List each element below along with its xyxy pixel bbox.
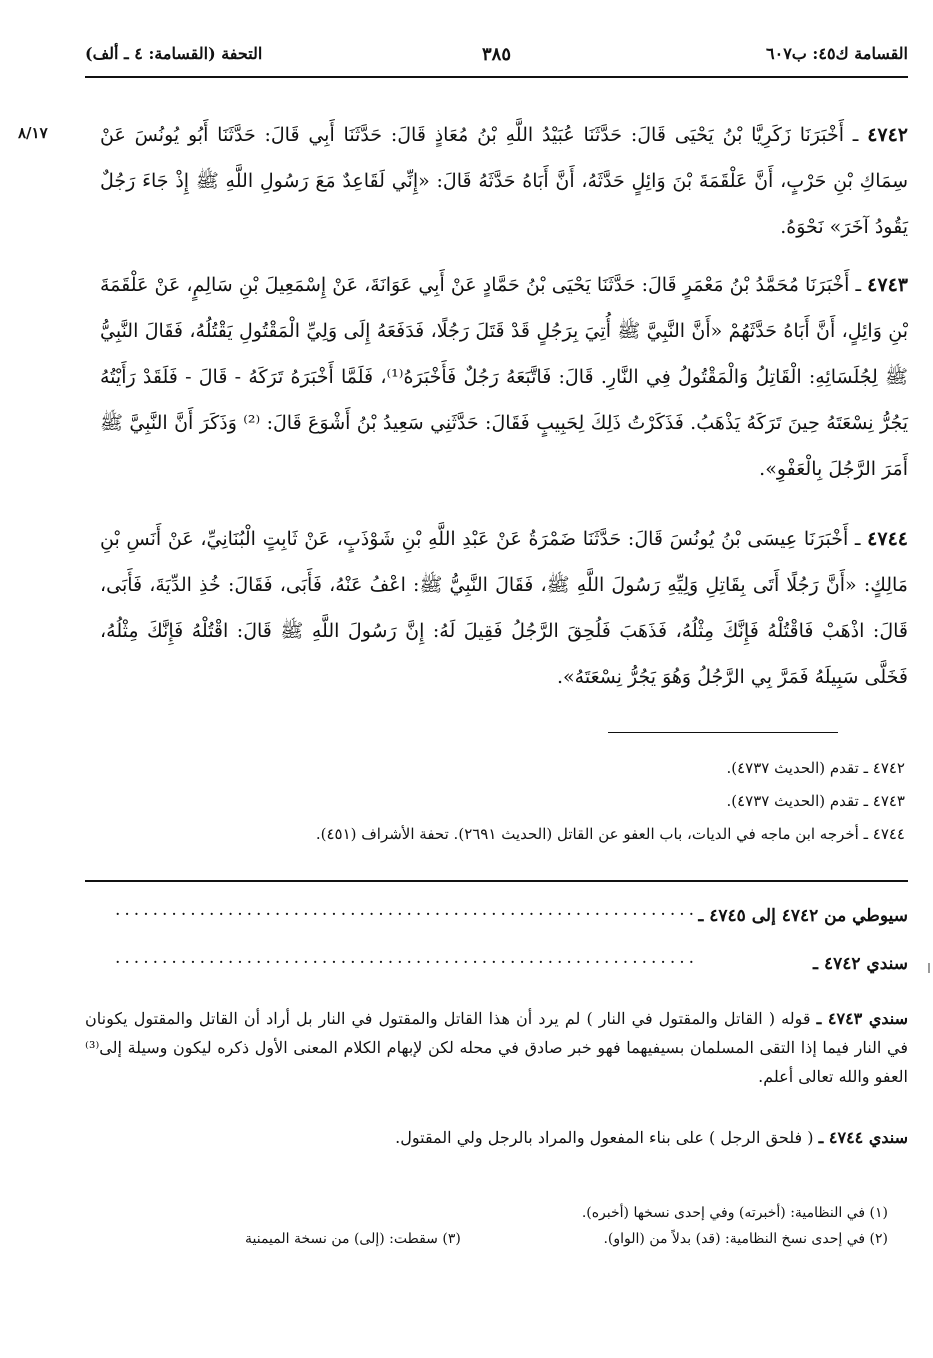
hadith-number: ٤٧٤٢ <box>867 124 909 146</box>
commentary-text: قوله ( القاتل والمقتول في النار ) لم يرد أن هذا القاتل والمقتول في النار بل أراد أن القاتل والمقتول يكونان في النار فيما إذا التقى المسلمان بسيفيهما فهو خبر صادق في محله لكن لإبهام الكلام المعنى الأول ذكره ليكون وسيلة إلى⁽³⁾ العفو والله تعالى أعلم. <box>85 1009 908 1086</box>
suyuti-heading-label: سيوطي من ٤٧٤٢ إلى ٤٧٤٥ ـ <box>698 906 908 926</box>
hadith-text: ـ أَخْبَرَنَا زَكَرِيَّا بْنُ يَحْيَى قَالَ: حَدَّثَنَا عُبَيْدُ اللَّهِ بْنُ مُعَاذٍ قَالَ: حَدَّثَنَا أَبِي قَالَ: حَدَّثَنَا أَبُو يُونُسَ عَنْ سِمَاكِ بْنِ حَرْبٍ، أَنَّ عَلْقَمَةَ بْنَ وَائِلٍ حَدَّثَهُ، أَنَّ أَبَاهُ حَدَّثَهُ قَالَ: «إِنِّي لَقَاعِدٌ مَعَ رَسُولِ اللَّهِ ﷺ إِذْ جَاءَ رَجُلٌ يَقُودُ آخَرَ» نَحْوَهُ. <box>100 124 908 238</box>
takhrij-notes <box>100 752 905 851</box>
header-chapter-ref: القسامة ك٤٥: ب٦٠٧ <box>766 44 908 63</box>
header-divider <box>85 76 908 78</box>
sindi-4743-commentary <box>85 1004 908 1091</box>
hadith-4744 <box>100 516 908 700</box>
footnote-3: (٣) سقطت: (إلى) من نسخة الميمنية <box>245 1231 461 1247</box>
footnote-1: (١) في النظامية: (أخبرته) وفي إحدى نسخها (أخبره). <box>581 1205 888 1221</box>
suyuti-heading <box>115 900 908 940</box>
dotted-leader: .............................................................. <box>115 900 699 920</box>
hadith-4742 <box>100 112 908 250</box>
sindi-4742-heading <box>115 948 908 988</box>
hadith-4743 <box>100 262 908 492</box>
commentary-label: سندي ٤٧٤٣ ـ <box>816 1009 908 1028</box>
note-4743: ٤٧٤٣ ـ تقدم (الحديث ٤٧٣٧). <box>726 792 905 810</box>
scan-mark <box>928 963 930 973</box>
hadith-text: ـ أَخْبَرَنَا عِيسَى بْنُ يُونُسَ قَالَ: حَدَّثَنَا ضَمْرَةُ عَنْ عَبْدِ اللَّهِ بْنِ شَوْذَبٍ، عَنْ ثَابِتٍ الْبُنَانِيِّ، عَنْ أَنَسِ بْنِ مَالِكٍ: «أَنَّ رَجُلًا أَتَى بِقَاتِلِ وَلِيِّهِ رَسُولَ اللَّهِ ﷺ، فَقَالَ النَّبِيُّ ﷺ: اعْفُ عَنْهُ، فَأَبَى، فَقَالَ: خُذِ الدِّيَةَ، فَأَبَى، قَالَ: اذْهَبْ فَاقْتُلْهُ فَإِنَّكَ مِثْلُهُ، فَذَهَبَ فَلُحِقَ الرَّجُلُ فَقِيلَ لَهُ: إِنَّ رَسُولَ اللَّهِ ﷺ قَالَ: اقْتُلْهُ فَإِنَّكَ مِثْلُهُ، فَخَلَّى سَبِيلَهُ فَمَرَّ بِي الرَّجُلُ وَهُوَ يَجُرُّ نِسْعَتَهُ». <box>100 528 908 688</box>
margin-volume-ref: ٨/١٧ <box>18 124 48 142</box>
sindi-heading-label: سندي ٤٧٤٢ ـ <box>813 954 908 974</box>
commentary-text: ( فلحق الرجل ) على بناء المفعول والمراد بالرجل ولي المقتول. <box>395 1128 814 1147</box>
sindi-4744-commentary <box>85 1123 908 1152</box>
hadith-number: ٤٧٤٣ <box>867 274 908 296</box>
note-4742: ٤٧٤٢ ـ تقدم (الحديث ٤٧٣٧). <box>726 759 905 777</box>
hadith-text: ـ أَخْبَرَنَا مُحَمَّدُ بْنُ مَعْمَرٍ قَالَ: حَدَّثَنَا يَحْيَى بْنُ حَمَّادٍ عَنْ أَبِي عَوَانَةَ، عَنْ إِسْمَعِيلَ بْنِ سَالِمٍ، عَنْ عَلْقَمَةَ بْنِ وَائِلٍ، أَنَّ أَبَاهُ حَدَّثَهُمْ «أَنَّ النَّبِيَّ ﷺ أُتِيَ بِرَجُلٍ قَدْ قَتَلَ رَجُلًا، فَدَفَعَهُ إِلَى وَلِيِّ الْمَقْتُولِ يَقْتُلُهُ، فَقَالَ النَّبِيُّ ﷺ لِجُلَسَائِهِ: الْقَاتِلُ وَالْمَقْتُولُ فِي النَّارِ. قَالَ: فَاتَّبَعَهُ رَجُلٌ فَأَخْبَرَهُ⁽¹⁾، فَلَمَّا أَخْبَرَهُ تَرَكَهُ - قَالَ - فَلَقَدْ رَأَيْتُهُ يَجُرُّ نِسْعَتَهُ حِينَ تَرَكَهُ يَذْهَبُ. فَذَكَرْتُ ذَلِكَ لِحَبِيبٍ فَقَالَ: حَدَّثَنِي سَعِيدُ بْنُ أَشْوَعَ قَالَ: ⁽²⁾ وَذَكَرَ أَنَّ النَّبِيَّ ﷺ أَمَرَ الرَّجُلَ بِالْعَفْوِ». <box>100 274 908 480</box>
header-tuhfa-ref: التحفة (القسامة: ٤ ـ ألف) <box>85 44 263 63</box>
running-header <box>85 44 908 74</box>
footnotes <box>85 1200 888 1252</box>
footnote-2: (٢) في إحدى نسخ النظامية: (قد) بدلاً من (الواو). <box>603 1231 888 1247</box>
hadith-number: ٤٧٤٤ <box>867 528 908 550</box>
dotted-leader: .............................................................. <box>115 948 699 968</box>
commentary-label: سندي ٤٧٤٤ ـ <box>818 1128 908 1147</box>
note-4744: ٤٧٤٤ ـ أخرجه ابن ماجه في الديات، باب العفو عن القاتل (الحديث ٢٦٩١). تحفة الأشراف (٤٥١). <box>315 825 905 843</box>
page-number: ٣٨٥ <box>481 44 511 65</box>
commentary-divider <box>85 880 908 882</box>
notes-divider <box>608 732 838 733</box>
